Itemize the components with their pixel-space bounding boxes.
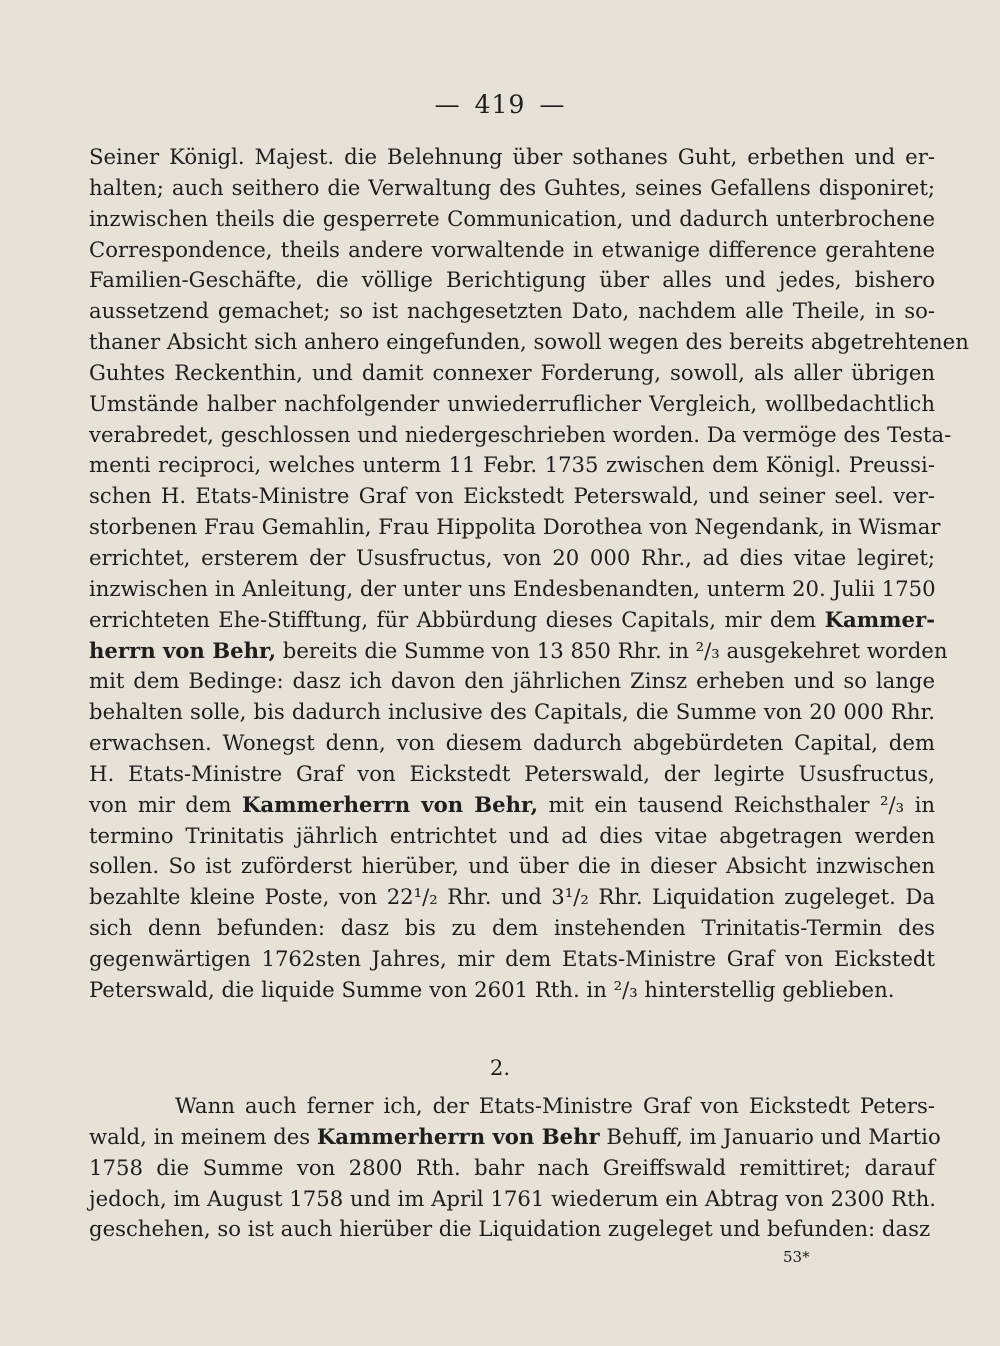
text-line: Umstände halber nachfolgender unwiederruflicher Vergleich, wollbedachtlich: [89, 390, 935, 416]
text-line: sollen. So ist zuförderst hierüber, und über die in dieser Absicht inzwischen: [89, 853, 935, 879]
text-line: erwachsen. Wonegst denn, von diesem dadurch abgebürdeten Capital, dem: [89, 730, 935, 756]
section-number: 2.: [489, 1055, 511, 1080]
text-line: mit dem Bedinge: dasz ich davon den jährlichen Zinsz erheben und so lange: [89, 668, 935, 694]
text-line: termino Trinitatis jährlich entrichtet und ad dies vitae abgetragen werden: [89, 822, 935, 848]
text-line: H. Etats-Ministre Graf von Eickstedt Peterswald, der legirte Ususfructus,: [89, 760, 935, 786]
text-line: 1758 die Summe von 2800 Rth. bahr nach Greiffswald remittiret; darauf: [89, 1154, 935, 1180]
text-line: Peterswald, die liquide Summe von 2601 Rth. in ²/₃ hinterstellig geblieben.: [89, 976, 895, 1002]
text-line: Seiner Königl. Majest. die Belehnung über sothanes Guht, erbethen und er-: [89, 144, 935, 169]
text-line: errichtet, ersterem der Ususfructus, von 20 000 Rhr., ad dies vitae legiret;: [89, 544, 935, 570]
page-header: [0, 90, 1000, 119]
text-line: behalten solle, bis dadurch inclusive des Capitals, die Summe von 20 000 Rhr.: [89, 699, 935, 725]
page-number: 419: [474, 90, 526, 119]
header-dash-left: —: [434, 90, 461, 119]
text-line: jedoch, im August 1758 und im April 1761 wiederum ein Abtrag von 2300 Rth.: [89, 1185, 936, 1211]
text-line: bezahlte kleine Poste, von 22¹/₂ Rhr. und 3¹/₂ Rhr. Liquidation zugeleget. Da: [89, 884, 935, 910]
text-line: geschehen, so ist auch hierüber die Liquidation zugeleget und befunden: dasz: [89, 1216, 931, 1242]
text-line: Correspondence, theils andere vorwaltende in etwanige difference gerahtene: [89, 236, 935, 262]
text-line: aussetzend gemachet; so ist nachgesetzten Dato, nachdem alle Theile, in so-: [89, 298, 935, 324]
text-line: storbenen Frau Gemahlin, Frau Hippolita Dorothea von Negendank, in Wismar: [89, 514, 941, 540]
text-line: Familien-Geschäfte, die völlige Berichtigung über alles und jedes, bishero: [89, 267, 935, 293]
text-line: Wann auch ferner ich, der Etats-Ministre Graf von Eickstedt Peters-: [175, 1093, 935, 1118]
text-line: menti reciproci, welches unterm 11 Febr. 1735 zwischen dem Königl. Preussi-: [89, 452, 935, 478]
text-line: Guhtes Reckenthin, und damit connexer Forderung, sowoll, als aller übrigen: [89, 359, 935, 385]
text-line: inzwischen theils die gesperrete Communication, und dadurch unterbrochene: [89, 205, 935, 231]
text-line: von mir dem Kammerherrn von Behr, mit ein tausend Reichsthaler ²/₃ in: [89, 791, 936, 817]
text-line: schen H. Etats-Ministre Graf von Eickstedt Peterswald, und seiner seel. ver-: [89, 483, 935, 509]
signature-mark: 53*: [783, 1248, 810, 1266]
text-line: thaner Absicht sich anhero eingefunden, sowoll wegen des bereits abgetrehtenen: [89, 329, 969, 355]
text-line: herrn von Behr, bereits die Summe von 13 850 Rhr. in ²/₃ ausgekehret worden: [89, 637, 948, 663]
text-line: errichteten Ehe-Stifftung, für Abbürdung dieses Capitals, mir dem Kammer-: [89, 606, 935, 632]
text-line: halten; auch seithero die Verwaltung des Guhtes, seines Gefallens disponiret;: [89, 174, 935, 200]
text-line: gegenwärtigen 1762sten Jahres, mir dem Etats-Ministre Graf von Eickstedt: [89, 945, 935, 971]
text-line: sich denn befunden: dasz bis zu dem instehenden Trinitatis-Termin des: [89, 915, 935, 941]
text-line: verabredet, geschlossen und niedergeschrieben worden. Da vermöge des Testa-: [89, 421, 952, 447]
text-line: wald, in meinem des Kammerherrn von Behr Behuff, im Januario und Martio: [89, 1123, 941, 1149]
header-dash-right: —: [539, 90, 566, 119]
paragraph-2: [89, 1091, 941, 1245]
paragraph-1: [89, 142, 969, 1006]
text-line: inzwischen in Anleitung, der unter uns Endesbenandten, unterm 20. Julii 1750: [89, 575, 936, 601]
